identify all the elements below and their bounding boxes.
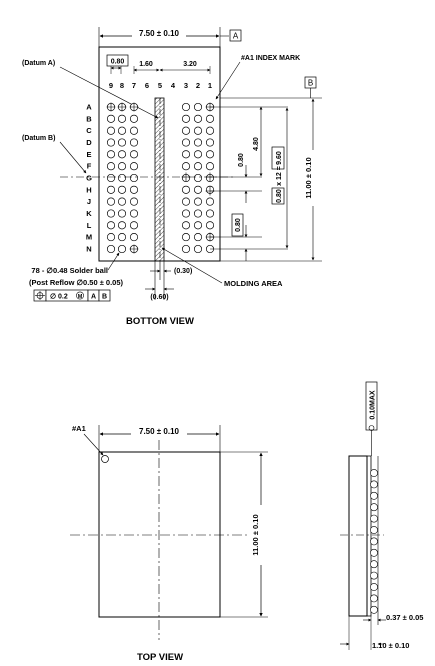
side-total-height: 1.10 ± 0.10 — [372, 641, 410, 650]
solder-ball — [107, 245, 114, 252]
solder-ball — [130, 233, 137, 240]
side-solder-ball — [370, 469, 377, 476]
top-view-caption: TOP VIEW — [136, 652, 184, 663]
dim-0-30: (0.30) — [174, 268, 193, 275]
top-height-dim: 11.00 ± 0.10 — [251, 514, 260, 556]
dim-0-60: (0.60) — [150, 294, 169, 301]
solder-ball — [118, 174, 125, 181]
side-solder-ball — [370, 515, 377, 522]
solder-ball — [206, 139, 213, 146]
solder-ball — [118, 127, 125, 134]
solder-ball — [107, 198, 114, 205]
solder-ball — [194, 222, 201, 229]
col-label: 4 — [170, 81, 176, 90]
ball-crosshair — [118, 103, 127, 112]
side-solder-ball — [370, 549, 377, 556]
dim-0-80-upper: 0.80 — [238, 153, 245, 167]
side-substrate — [367, 456, 371, 616]
col-label: 6 — [144, 81, 150, 90]
tolerance-frame — [34, 290, 110, 301]
solder-ball — [107, 115, 114, 122]
row-labels — [86, 103, 92, 254]
molding-area-strip — [155, 98, 164, 261]
solder-ball — [130, 163, 137, 170]
solder-ball — [206, 163, 213, 170]
side-solder-ball — [370, 606, 377, 613]
solder-ball — [118, 115, 125, 122]
col-label: 3 — [183, 81, 189, 90]
row-label: K — [86, 209, 92, 218]
solder-ball — [182, 163, 189, 170]
bottom-view — [22, 27, 322, 327]
side-view — [340, 382, 423, 650]
solder-ball — [182, 233, 189, 240]
solder-ball — [194, 127, 201, 134]
side-solder-ball — [370, 583, 377, 590]
solder-ball — [194, 139, 201, 146]
col-label: 2 — [195, 81, 201, 90]
dim-0-80-lower: 0.80 — [235, 218, 242, 232]
solder-ball — [206, 198, 213, 205]
solder-ball — [182, 139, 189, 146]
side-max-label: 0.10MAX — [369, 390, 377, 420]
solder-ball — [194, 115, 201, 122]
tolerance-value: ∅ 0.2 — [50, 293, 68, 301]
solder-ball-line1: 78 - ∅0.48 Solder ball — [31, 266, 108, 275]
solder-ball — [107, 210, 114, 217]
dim-0-80-x12-box: 0.80 — [276, 189, 283, 203]
row-label: D — [86, 138, 92, 147]
solder-ball — [118, 186, 125, 193]
side-solder-ball — [370, 504, 377, 511]
solder-ball — [194, 103, 201, 110]
solder-ball — [182, 198, 189, 205]
solder-ball — [107, 163, 114, 170]
solder-ball — [194, 174, 201, 181]
pitch-label: 0.80 — [110, 58, 125, 66]
solder-ball — [107, 233, 114, 240]
solder-ball — [118, 151, 125, 158]
solder-ball — [182, 210, 189, 217]
col-label: 1 — [207, 81, 213, 90]
side-solder-ball — [370, 538, 377, 545]
side-solder-ball — [370, 572, 377, 579]
solder-ball — [118, 222, 125, 229]
row-label: B — [86, 114, 92, 124]
solder-ball — [182, 245, 189, 252]
solder-ball — [107, 151, 114, 158]
solder-ball — [194, 233, 201, 240]
solder-ball — [130, 210, 137, 217]
row-label: A — [86, 102, 92, 112]
solder-ball — [107, 186, 114, 193]
dim-1-60: 1.60 — [139, 61, 153, 68]
solder-ball — [182, 151, 189, 158]
solder-ball — [118, 139, 125, 146]
solder-ball — [107, 127, 114, 134]
solder-ball — [206, 115, 213, 122]
solder-ball — [206, 151, 213, 158]
solder-ball — [130, 222, 137, 229]
dim-4-80: 4.80 — [253, 137, 260, 151]
datum-a-box-label: A — [232, 31, 239, 41]
solder-ball — [130, 127, 137, 134]
solder-ball — [182, 222, 189, 229]
solder-ball — [130, 174, 137, 181]
bottom-view-caption: BOTTOM VIEW — [126, 316, 194, 327]
solder-ball — [118, 198, 125, 205]
row-label: C — [86, 126, 92, 136]
solder-ball — [118, 210, 125, 217]
side-solder-ball — [370, 561, 377, 568]
datum-b-label: (Datum B) — [22, 135, 56, 142]
side-solder-ball — [370, 526, 377, 533]
side-mold-body — [349, 456, 367, 616]
tolerance-m: M — [77, 294, 83, 300]
side-solder-ball — [370, 492, 377, 499]
row-label: F — [86, 161, 92, 171]
row-label: M — [85, 232, 93, 242]
row-label: E — [86, 149, 92, 159]
top-a1-dot — [102, 456, 109, 463]
solder-ball — [194, 210, 201, 217]
top-view — [70, 424, 268, 663]
row-label: H — [86, 185, 92, 195]
solder-ball — [107, 139, 114, 146]
column-labels — [109, 81, 212, 90]
col-label: 7 — [131, 81, 137, 90]
solder-ball — [206, 127, 213, 134]
solder-ball — [118, 233, 125, 240]
top-a1-label: #A1 — [72, 424, 86, 433]
solder-ball — [130, 186, 137, 193]
solder-ball — [130, 115, 137, 122]
solder-ball — [182, 186, 189, 193]
top-package-outline — [99, 452, 220, 617]
solder-ball — [206, 222, 213, 229]
side-balls — [370, 469, 377, 613]
solder-ball — [182, 103, 189, 110]
solder-ball — [194, 245, 201, 252]
solder-ball — [194, 163, 201, 170]
datum-a-label: (Datum A) — [22, 60, 56, 67]
solder-ball — [194, 198, 201, 205]
side-solder-ball — [370, 481, 377, 488]
bottom-width-dim: 7.50 ± 0.10 — [139, 29, 179, 38]
dim-0-80-x12-rest: x 12 = — [276, 166, 283, 186]
side-solder-ball — [370, 595, 377, 602]
solder-ball — [194, 151, 201, 158]
a1-index-mark-label: #A1 INDEX MARK — [241, 55, 301, 62]
side-ball-height: 0.37 ± 0.05 — [386, 613, 424, 622]
solder-ball — [130, 151, 137, 158]
solder-ball — [118, 163, 125, 170]
dim-3-20: 3.20 — [183, 61, 197, 68]
row-label: N — [86, 244, 92, 254]
row-label: L — [86, 220, 92, 230]
col-label: 5 — [157, 81, 163, 90]
ball-crosshair — [107, 103, 116, 112]
row-label: G — [86, 173, 92, 183]
solder-ball — [107, 174, 114, 181]
row-label: J — [86, 197, 92, 207]
top-width-dim: 7.50 ± 0.10 — [139, 427, 179, 436]
solder-ball — [118, 245, 125, 252]
solder-ball-line2: (Post Reflow ∅0.50 ± 0.05) — [28, 278, 123, 287]
solder-ball — [206, 210, 213, 217]
solder-ball — [130, 198, 137, 205]
ball-crosshair — [130, 245, 139, 254]
tolerance-datum-a: A — [90, 293, 97, 301]
dim-9-60: 9.60 — [276, 151, 283, 165]
solder-ball — [107, 222, 114, 229]
datum-b-box-label: B — [307, 78, 314, 88]
tolerance-datum-b: B — [101, 293, 108, 301]
solder-ball — [182, 127, 189, 134]
col-label: 8 — [119, 81, 125, 90]
molding-area-label: MOLDING AREA — [224, 279, 283, 288]
solder-ball — [182, 115, 189, 122]
bottom-height-dim: 11.00 ± 0.10 — [304, 157, 313, 199]
solder-ball — [194, 186, 201, 193]
col-label: 9 — [108, 81, 114, 90]
solder-ball — [130, 139, 137, 146]
